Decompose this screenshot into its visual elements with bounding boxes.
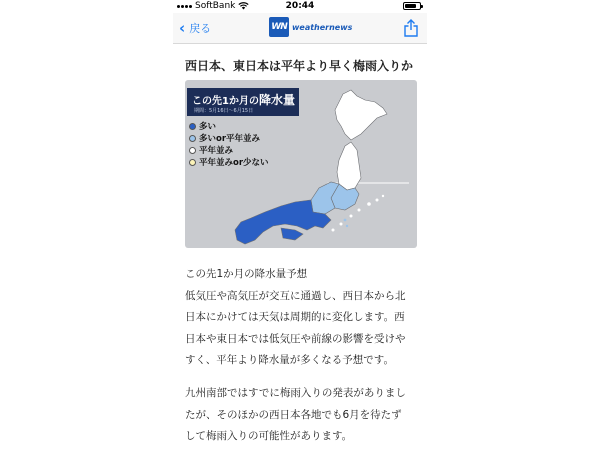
map-period: 期間：5月16日〜6月15日 bbox=[194, 108, 254, 114]
region-hokkaido bbox=[335, 90, 387, 140]
legend-swatch bbox=[189, 135, 196, 142]
region-tohoku bbox=[337, 142, 361, 190]
paragraph-line: 日本や東日本では低気圧や前線の影響を受けや bbox=[185, 332, 406, 345]
status-right bbox=[403, 2, 421, 10]
weathernews-wordmark: weathernews bbox=[292, 22, 353, 32]
legend-item bbox=[189, 144, 269, 156]
legend-label: 多いor平年並み bbox=[199, 134, 261, 144]
map-title-banner bbox=[187, 88, 299, 116]
legend-label: 平年並みor少ない bbox=[199, 158, 269, 168]
clock: 20:44 bbox=[285, 1, 315, 11]
map-title-prefix: この先1か月の bbox=[192, 96, 259, 107]
map-title-main: 降水量 bbox=[258, 93, 295, 107]
legend-item bbox=[189, 156, 269, 168]
article-body-1 bbox=[185, 264, 421, 372]
island-nansei-3 bbox=[350, 215, 353, 218]
island-nansei-2 bbox=[340, 223, 343, 226]
island-izu-1 bbox=[344, 219, 347, 222]
paragraph-line: 日本にかけては天気は周期的に変化します。西 bbox=[185, 311, 405, 323]
paragraph-line: して梅雨入りの可能性があります。 bbox=[185, 430, 353, 442]
map-title bbox=[192, 91, 295, 108]
region-shikoku bbox=[281, 228, 303, 240]
article-headline: 西日本、東日本は平年より早く梅雨入りか bbox=[185, 59, 414, 73]
phone-screen bbox=[173, 0, 427, 450]
paragraph-line: 低気圧や高気圧が交互に通過し、西日本から北 bbox=[185, 289, 406, 302]
legend-swatch bbox=[189, 159, 196, 166]
status-bar bbox=[173, 0, 427, 13]
paragraph-line: たが、そのほかの西日本各地でも6月を待たず bbox=[185, 408, 402, 421]
legend-label: 平年並み bbox=[199, 146, 234, 156]
legend-label: 多い bbox=[199, 122, 217, 132]
legend-item bbox=[189, 120, 269, 132]
share-icon[interactable] bbox=[403, 19, 419, 37]
island-nansei-7 bbox=[382, 195, 384, 197]
precipitation-forecast-map bbox=[185, 80, 417, 248]
island-nansei-1 bbox=[332, 229, 335, 232]
legend-item bbox=[189, 132, 269, 144]
navigation-bar bbox=[173, 13, 427, 44]
map-legend bbox=[189, 120, 269, 168]
article-body-2 bbox=[185, 383, 421, 448]
back-label: 戻る bbox=[189, 22, 212, 35]
island-izu-2 bbox=[346, 225, 348, 227]
back-button[interactable] bbox=[179, 20, 211, 36]
island-nansei-5 bbox=[367, 202, 371, 206]
chevron-left-icon: ‹ bbox=[179, 19, 186, 37]
island-nansei-6 bbox=[376, 199, 379, 202]
battery-icon bbox=[403, 2, 421, 10]
paragraph-line: 九州南部ではすでに梅雨入りの発表がありまし bbox=[185, 387, 406, 399]
legend-swatch bbox=[189, 123, 196, 130]
legend-swatch bbox=[189, 147, 196, 154]
paragraph-line: すく、平年より降水量が多くなる予想です。 bbox=[185, 354, 394, 366]
section-title: この先1か月の降水量予想 bbox=[185, 268, 308, 280]
island-nansei-4 bbox=[358, 209, 361, 212]
weathernews-mark: WN bbox=[269, 17, 289, 37]
weathernews-logo bbox=[269, 17, 352, 37]
carrier-name: SoftBank bbox=[195, 1, 236, 11]
